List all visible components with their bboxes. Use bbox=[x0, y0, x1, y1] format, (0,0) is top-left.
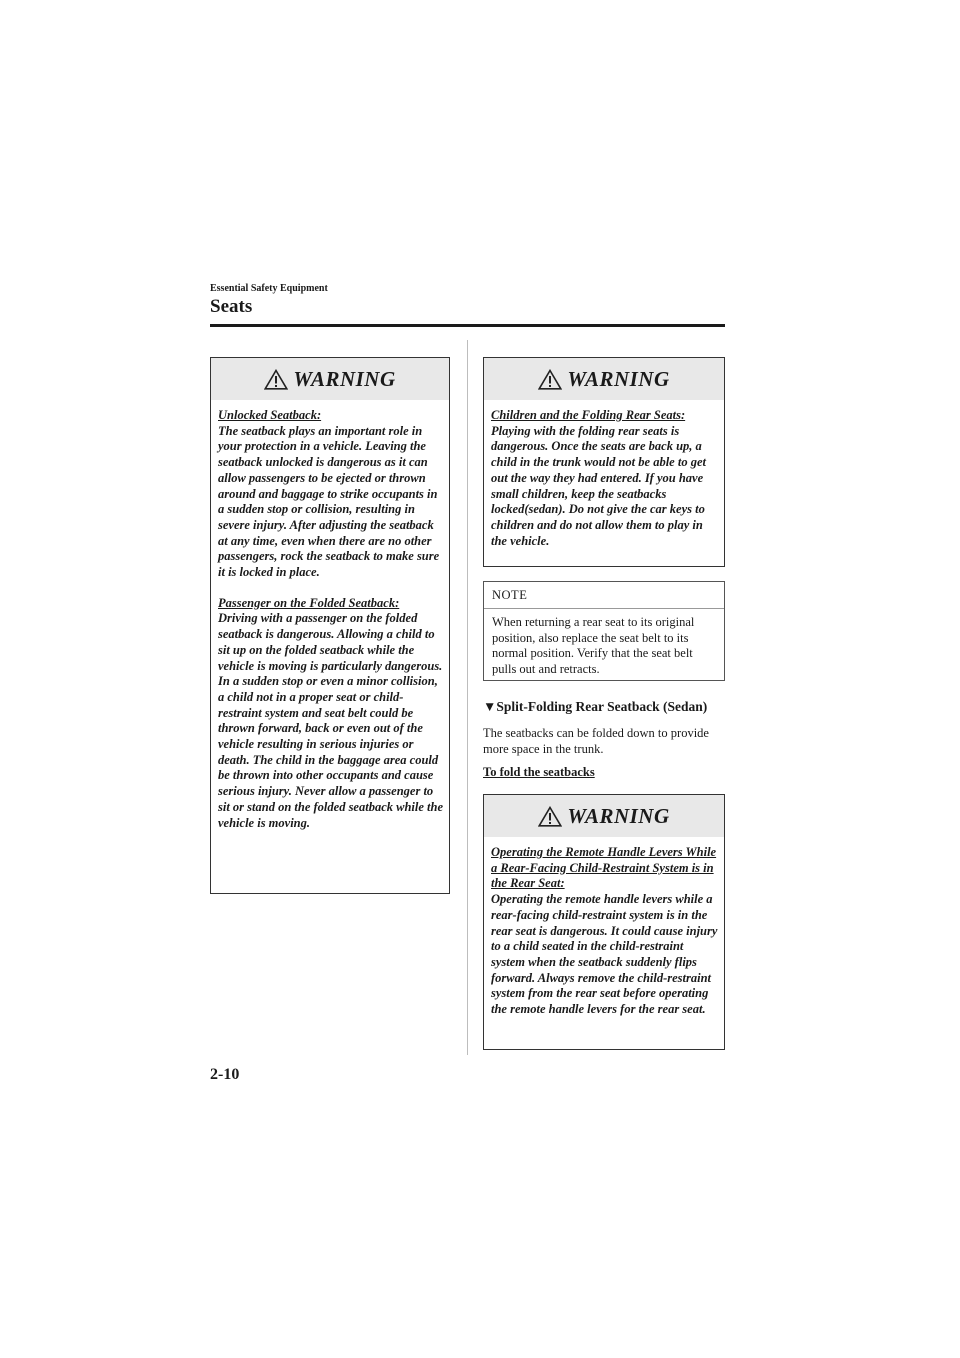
warning-subtitle-folded: Passenger on the Folded Seatback: bbox=[218, 595, 400, 610]
header-rule bbox=[210, 324, 725, 327]
warning-triangle-icon bbox=[264, 369, 288, 390]
warning-body bbox=[484, 400, 724, 557]
warning-text-remote: Operating the remote handle levers while a rear-facing child-restraint system is in the rear seat is dangerous. It could cause injury to a child seated in the child-restraint system when the seatback suddenly flips forward. Always remove the child-restraint system from the rear seat before operating the remote handle levers for the rear seat. bbox=[491, 892, 718, 1017]
note-text: When returning a rear seat to its original position, also replace the seat belt to its normal position. Verify that the seat belt pulls out and retracts. bbox=[492, 615, 695, 676]
warning-header bbox=[484, 795, 724, 837]
warning-triangle-icon bbox=[538, 806, 562, 827]
warning-label: WARNING bbox=[293, 366, 396, 391]
warning-box-remote-levers bbox=[483, 794, 725, 1050]
section-heading-text: Split-Folding Rear Seatback (Sedan) bbox=[496, 699, 708, 714]
warning-text-folded: Driving with a passenger on the folded seatback is dangerous. Allowing a child to sit up on the folded seatback while the vehicle is moving is particularly dangerous. In a sudden stop or even a minor collision, a child not in a proper seat or child-restraint system and seat belt could be thrown forward, back or even out of the vehicle resulting in serious injuries or death. The child in the baggage area could be thrown into other occupants and cause serious injury. Never allow a passenger to sit or stand on the folded seatback while the vehicle is moving. bbox=[218, 611, 444, 830]
warning-box-children bbox=[483, 357, 725, 567]
warning-subtitle-remote: Operating the Remote Handle Levers While a Rear-Facing Child-Restraint System is in the Rear Seat: bbox=[491, 845, 717, 891]
subheading-fold-seatbacks: To fold the seatbacks bbox=[483, 765, 595, 779]
warning-subtitle-children: Children and the Folding Rear Seats: bbox=[491, 408, 686, 422]
section-heading-split-folding bbox=[483, 699, 707, 715]
column-divider bbox=[467, 340, 468, 1055]
page-title: Seats bbox=[210, 296, 253, 317]
warning-header bbox=[484, 358, 724, 400]
warning-text-unlocked: The seatback plays an important role in your protection in a vehicle. Leaving the seatback unlocked is dangerous as it can allow passengers to be ejected or thrown around and baggage to strike occupants in a sudden stop or collision, resulting in severe injury. After adjusting the seatback at any time, even when there are no other passengers, rock the seatback to make sure it is locked in place. bbox=[218, 423, 440, 580]
warning-body bbox=[484, 837, 724, 1026]
warning-label: WARNING bbox=[567, 803, 670, 828]
warning-triangle-icon bbox=[538, 369, 562, 390]
page-number: 2-10 bbox=[210, 1066, 240, 1083]
warning-text-children: Playing with the folding rear seats is dangerous. Once the seats are back up, a child in the trunk would not be able to get out the way they had entered. If you have small children, keep the seatbacks locked(sedan). Do not give the car keys to children and do not allow them to play in the vehicle. bbox=[491, 423, 706, 548]
section-body-text: The seatbacks can be folded down to provide more space in the trunk. bbox=[483, 726, 709, 756]
section-label: Essential Safety Equipment bbox=[210, 283, 328, 294]
warning-box-seatback bbox=[210, 357, 450, 894]
note-box bbox=[483, 581, 725, 681]
warning-header bbox=[211, 358, 449, 400]
warning-subtitle-unlocked: Unlocked Seatback: bbox=[218, 408, 322, 422]
warning-body bbox=[211, 400, 449, 839]
note-label: NOTE bbox=[484, 582, 724, 609]
triangle-down-icon: ▼ bbox=[483, 699, 497, 714]
warning-label: WARNING bbox=[567, 366, 670, 391]
